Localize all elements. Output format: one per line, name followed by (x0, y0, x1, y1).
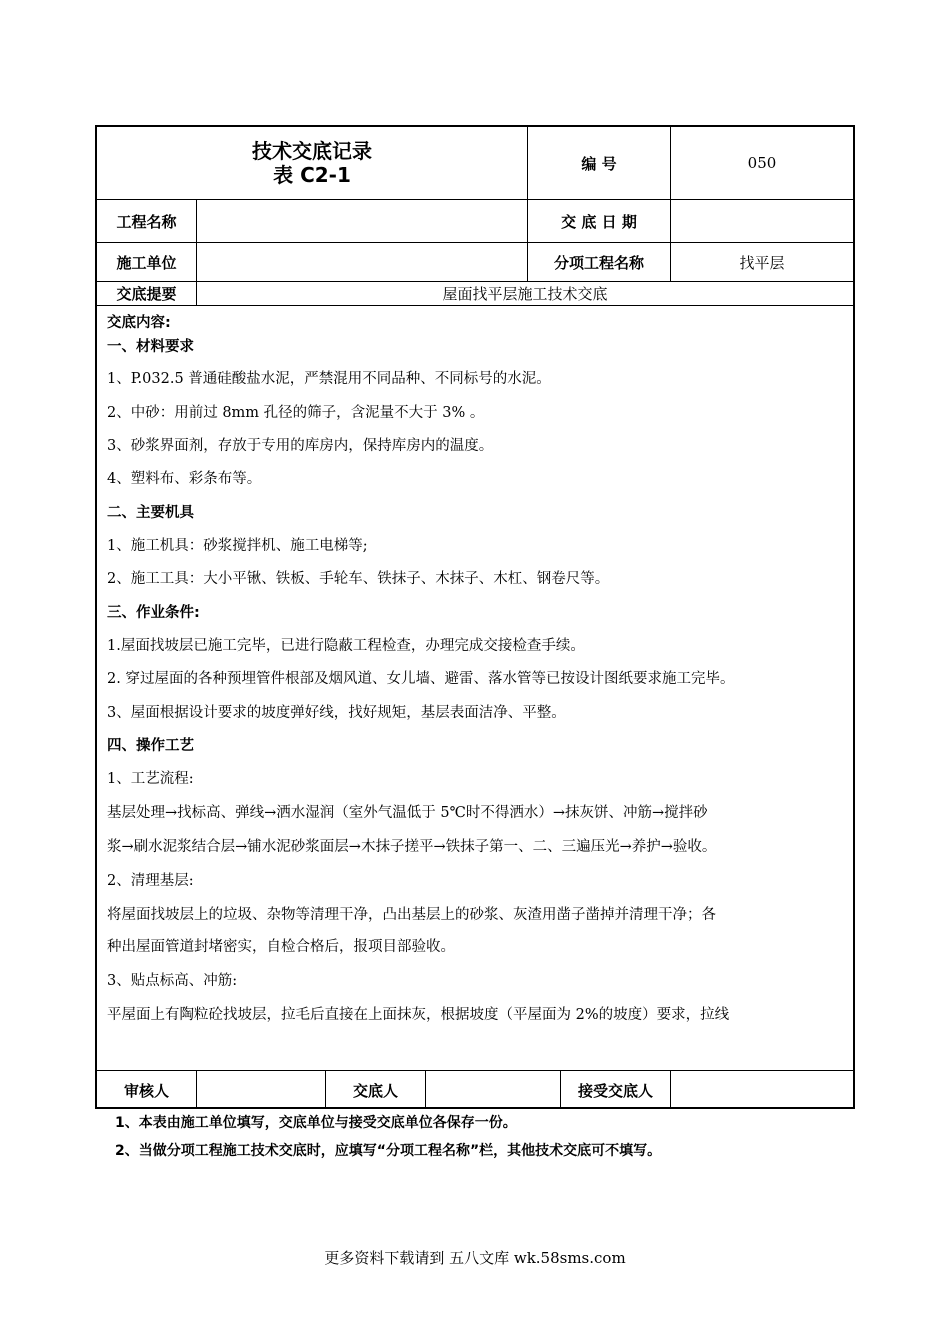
content-line: 1、P.032.5 普通硅酸盐水泥，严禁混用不同品种、不同标号的水泥。 (107, 371, 551, 387)
reviewer-label: 审核人 (123, 1081, 169, 1100)
content-line: 浆→刷水泥浆结合层→铺水泥砂浆面层→木抹子搓平→铁抹子第一、二、三遍压光→养护→验收。 (107, 839, 717, 855)
section-heading: 三、作业条件: (107, 605, 200, 621)
number-value[interactable]: 050 (747, 154, 777, 172)
note-line: 1、本表由施工单位填写，交底单位与接受交底单位各保存一份。 (115, 1115, 517, 1131)
number-label: 编 号 (581, 154, 617, 173)
content-line: 2、清理基层: (107, 873, 194, 889)
row-divider (97, 305, 853, 306)
project-name-label: 工程名称 (116, 212, 177, 231)
disclosure-form (95, 125, 855, 1109)
date-label: 交 底 日 期 (561, 212, 637, 231)
receiver-label: 接受交底人 (577, 1081, 653, 1100)
sub-project-field[interactable]: 找平层 (739, 253, 785, 272)
content-line: 平屋面上有陶粒砼找坡层，拉毛后直接在上面抹灰，根据坡度（平屋面为 2%的坡度）要求，拉线 (107, 1007, 730, 1023)
reviewer-field[interactable] (197, 1071, 325, 1109)
content-line: 3、屋面根据设计要求的坡度弹好线，找好规矩，基层表面洁净、平整。 (107, 705, 566, 721)
content-line: 2、施工工具：大小平锹、铁板、手轮车、铁抹子、木抹子、木杠、钢卷尺等。 (107, 571, 610, 587)
form-title-line2: 表 C2-1 (273, 163, 351, 187)
footer-link-text: 更多资料下载请到 五八文库 wk.58sms.com (324, 1249, 626, 1267)
receiver-field[interactable] (671, 1071, 853, 1109)
date-field[interactable] (671, 200, 853, 242)
content-line: 基层处理→找标高、弹线→洒水湿润（室外气温低于 5℃时不得洒水）→抹灰饼、冲筋→搅拌砂 (107, 805, 708, 821)
content-line: 3、砂浆界面剂，存放于专用的库房内，保持库房内的温度。 (107, 438, 494, 454)
section-heading: 四、操作工艺 (107, 738, 194, 754)
content-line: 1、施工机具：砂浆搅拌机、施工电梯等; (107, 538, 368, 554)
discloser-label: 交底人 (352, 1081, 398, 1100)
construction-unit-field[interactable] (197, 243, 527, 281)
content-line: 将屋面找坡层上的垃圾、杂物等清理干净，凸出基层上的砂浆、灰渣用凿子凿掉并清理干净；各 (107, 907, 716, 923)
content-line: 种出屋面管道封堵密实，自检合格后，报项目部验收。 (107, 939, 455, 955)
form-title-line1: 技术交底记录 (252, 139, 372, 163)
content-line: 3、贴点标高、冲筋: (107, 973, 238, 989)
summary-field[interactable]: 屋面找平层施工技术交底 (442, 285, 608, 303)
sub-project-label: 分项工程名称 (553, 253, 644, 272)
section-heading: 二、主要机具 (107, 505, 194, 521)
content-line: 1.屋面找坡层已施工完毕，已进行隐蔽工程检查，办理完成交接检查手续。 (107, 638, 585, 654)
summary-label: 交底提要 (116, 285, 177, 303)
project-name-field[interactable] (197, 200, 527, 242)
construction-unit-label: 施工单位 (116, 253, 177, 272)
section-heading: 一、材料要求 (107, 339, 194, 355)
content-line: 1、工艺流程: (107, 771, 194, 787)
discloser-field[interactable] (426, 1071, 560, 1109)
form-title (97, 127, 527, 199)
content-intro: 交底内容: (107, 315, 171, 331)
note-line: 2、当做分项工程施工技术交底时，应填写“分项工程名称”栏，其他技术交底可不填写。 (115, 1143, 662, 1159)
content-line: 2、中砂：用前过 8mm 孔径的筛子，含泥量不大于 3% 。 (107, 405, 485, 421)
content-line: 2. 穿过屋面的各种预埋管件根部及烟风道、女儿墙、避雷、落水管等已按设计图纸要求施工完毕。 (107, 671, 735, 687)
content-line: 4、塑料布、彩条布等。 (107, 471, 262, 487)
